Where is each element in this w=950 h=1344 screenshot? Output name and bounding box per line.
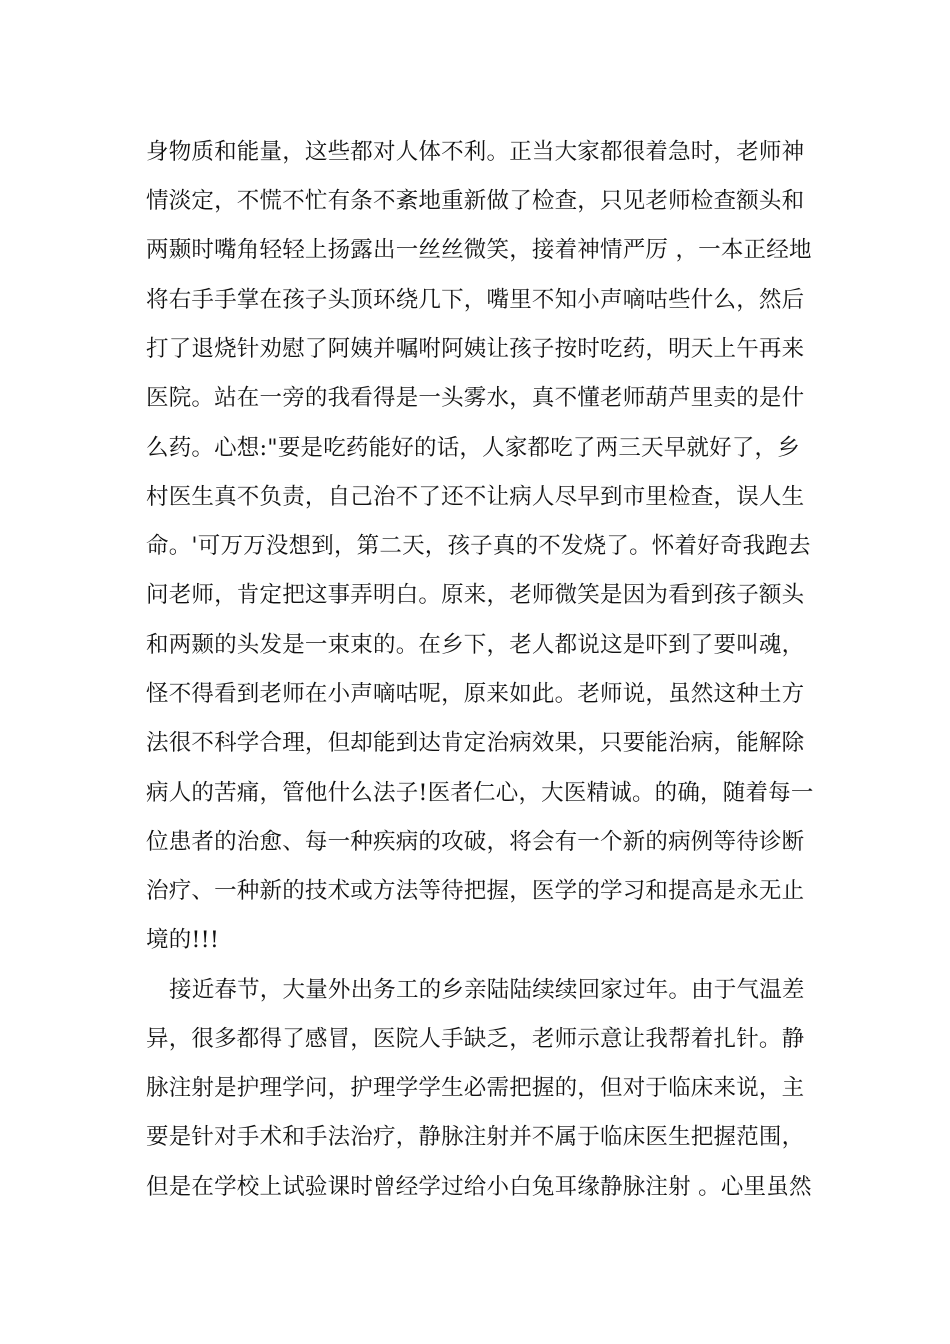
text-line: 脉注射是护理学问，护理学学生必需把握的，但对于临床来说，主 <box>146 1075 805 1101</box>
text-line: 打了退烧针劝慰了阿姨并嘱咐阿姨让孩子按时吃药，明天上午再来 <box>146 336 805 362</box>
text-line: 么药。心想:"要是吃药能好的话，人家都吃了两三天早就好了，乡 <box>146 435 800 461</box>
text-line: 异，很多都得了感冒，医院人手缺乏，老师示意让我帮着扎针。静 <box>146 1026 805 1052</box>
text-line: 病人的苦痛，管他什么法子!医者仁心，大医精诚。的确，随着每一 <box>146 780 814 806</box>
text-line: 情淡定，不慌不忙有条不紊地重新做了检查，只见老师检查额头和 <box>146 188 805 214</box>
text-line: 问老师，肯定把这事弄明白。原来，老师微笑是因为看到孩子额头 <box>146 582 805 608</box>
text-line: 医院。站在一旁的我看得是一头雾水，真不懂老师葫芦里卖的是什 <box>146 385 805 411</box>
text-line: 法很不科学合理，但却能到达肯定治病效果，只要能治病，能解除 <box>146 730 805 756</box>
text-line: 治疗、一种新的技术或方法等待把握，医学的学习和提高是永无止 <box>146 878 805 904</box>
text-line: 命。'可万万没想到，第二天，孩子真的不发烧了。怀着好奇我跑去 <box>146 533 811 559</box>
text-line: 位患者的治愈、每一种疾病的攻破，将会有一个新的病例等待诊断 <box>146 829 805 855</box>
text-line: 但是在学校上试验课时曾经学过给小白兔耳缘静脉注射 。心里虽然 <box>146 1174 812 1200</box>
text-line: 要是针对手术和手法治疗，静脉注射并不属于临床医生把握范围， <box>146 1124 805 1150</box>
text-line: 身物质和能量，这些都对人体不利。正当大家都很着急时，老师神 <box>146 139 805 165</box>
text-line: 和两颞的头发是一束束的。在乡下，老人都说这是吓到了要叫魂， <box>146 632 805 658</box>
text-line: 将右手手掌在孩子头顶环绕几下，嘴里不知小声嘀咕些什么，然后 <box>146 287 805 313</box>
text-line: 怪不得看到老师在小声嘀咕呢，原来如此。老师说，虽然这种土方 <box>146 681 805 707</box>
paragraph-first-line: 接近春节，大量外出务工的乡亲陆陆续续回家过年。由于气温差 <box>169 977 805 1003</box>
text-line: 村医生真不负责，自己治不了还不让病人尽早到市里检查，误人生 <box>146 484 805 510</box>
text-line: 境的!!! <box>146 927 220 953</box>
text-line: 两颞时嘴角轻轻上扬露出一丝丝微笑，接着神情严厉 ，一本正经地 <box>146 237 812 263</box>
